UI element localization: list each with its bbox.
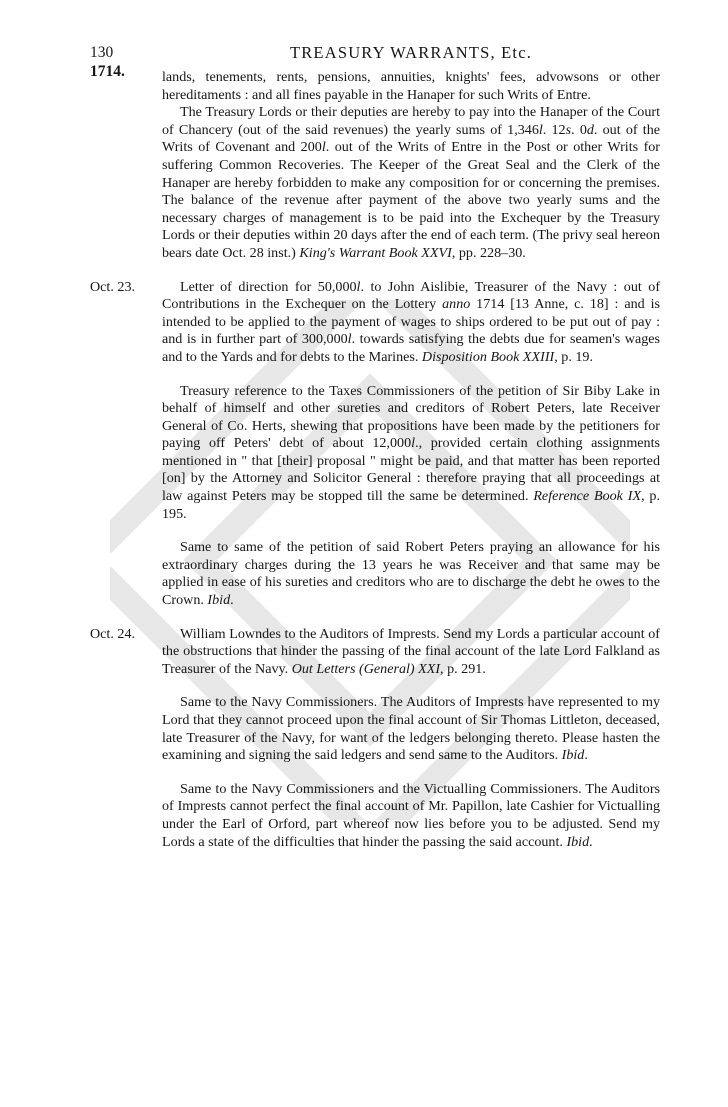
running-head: TREASURY WARRANTS, Etc. <box>289 43 533 62</box>
paragraph <box>162 539 660 609</box>
text-run: . out of the Writs of Entre in the Post or other Writs for suffering Common Recoveries. The Keeper of the Great Seal and the Clerk of the Hanaper are hereby forbidden to make any composition for or concerning the premises. The balance of the revenue after payment of the above two yearly sums and the necessary charges of management is to be paid into the Exchequer by the Treasury Lords or their deputies within 20 days after the end of each term. (The privy seal hereon bears date Oct. 28 inst.) <box>162 139 661 261</box>
italic-run: l <box>538 121 543 138</box>
paragraph <box>162 69 660 104</box>
text-run: Treasury reference to the Taxes Commissioners of the petition of Sir Biby Lake in behalf of himself and other sureties and creditors of Robert Peters, late Receiver General of Co. Herts, shewing that propositions have been made by the petitioners for paying off Peters' debt of about 12,000 <box>162 382 660 452</box>
text-run: The Treasury Lords or their deputies are hereby to pay into the Hanaper of the Court of Chancery (out of the said revenues) the yearly sums of 1,346 <box>162 104 660 138</box>
entry <box>162 104 660 262</box>
paragraph <box>162 626 660 679</box>
entry <box>162 781 660 851</box>
text-run: lands, tenements, rents, pensions, annuities, knights' fees, advowsons or other hereditaments : and all fines payable in the Hanaper for such Writs of Entre. <box>162 69 660 103</box>
text-run: Letter of direction for 50,000 <box>180 278 357 295</box>
text-run: 1714 [13 Anne, c. 18] : and is intended to be applied to the payment of wages to ships ordered to be put out of pay : and is in further part of 300,000 <box>162 296 660 348</box>
paragraph <box>162 781 660 851</box>
paragraph <box>162 383 660 524</box>
italic-run: l <box>411 435 416 452</box>
italic-run: anno <box>442 296 471 313</box>
italic-run: s <box>565 121 572 138</box>
entry <box>90 278 661 367</box>
text-run: ., provided certain clothing assignments mentioned in " that [their] proposal " might be paid, and that matter has been reported [on] by the Attorney and Solicitor General : therefore praying that all proceedings at law against Peters may be stopped till the same be determined. <box>162 435 660 505</box>
text-run: . towards satisfying the debts due for seamen's wages and to the Yards and for debts to the Marines. <box>162 331 660 365</box>
entry <box>162 69 660 104</box>
text-run: . 12 <box>542 121 566 138</box>
entry-date: Oct. 24. <box>90 625 136 642</box>
text-run: Same to the Navy Commissioners. The Auditors of Imprests have represented to my Lord that they cannot proceed upon the final account of Sir Thomas Littleton, deceased, late Treasurer of the Navy, for want of the ledgers belonging thereto. Please hasten the examining and signing the said ledgers and send same to the Auditors. <box>162 694 660 764</box>
text-run: . to John Aislibie, Treasurer of the Navy : out of Contributions in the Exchequer on the Lottery <box>162 278 661 313</box>
year-heading: 1714. <box>90 63 125 80</box>
italic-run: l <box>321 139 326 156</box>
text-run: , pp. 228–30. <box>451 244 526 261</box>
text-run: , p. 195. <box>162 488 660 522</box>
text-run: , p. 291. <box>440 660 486 677</box>
text-run: , p. 19. <box>554 348 593 365</box>
text-run: . <box>589 833 593 850</box>
paragraph <box>162 279 660 367</box>
text-run: William Lowndes to the Auditors of Imprests. Send my Lords a particular account of the obstructions that hinder the passing of the final account of the late Lord Falkland as Treasurer of the Navy. <box>162 625 660 677</box>
italic-run: Ibid <box>566 833 590 850</box>
main-text <box>90 69 661 851</box>
entry <box>162 539 660 609</box>
text-run: . out of the Writs of Covenant and 200 <box>162 121 660 156</box>
italic-run: Ibid <box>561 747 585 764</box>
text-run: . <box>230 592 234 609</box>
text-run: . <box>584 747 588 764</box>
paragraph <box>162 104 660 262</box>
italic-run: King's Warrant Book XXVI <box>299 244 452 261</box>
italic-run: l <box>347 331 352 348</box>
entry-date: Oct. 23. <box>90 278 136 295</box>
page-number: 130 <box>90 44 114 61</box>
italic-run: Ibid <box>207 592 231 609</box>
italic-run: Disposition Book XXIII <box>421 348 555 365</box>
entry <box>162 694 660 764</box>
entry <box>162 383 660 524</box>
entry <box>90 625 660 679</box>
italic-run: d <box>586 121 594 138</box>
italic-run: Out Letters (General) XXI <box>291 660 441 677</box>
italic-run: l <box>356 278 361 295</box>
text-run: Same to same of the petition of said Robert Peters praying an allowance for his extraordinary charges during the 13 years he was Receiver and that same may be applied in ease of his sureties and creditors who are to discharge the debt he owes to the Crown. <box>162 539 660 609</box>
text-run: Same to the Navy Commissioners and the Victualling Commissioners. The Auditors of Imprests cannot perfect the final account of Mr. Papillon, late Cashier for Victualling under the Earl of Orford, part whereof now lies before you to be adjusted. Send my Lords a state of the difficulties that hinder the passing the said account. <box>162 780 660 850</box>
italic-run: Reference Book IX <box>533 488 642 505</box>
paragraph <box>162 694 660 764</box>
text-run: . 0 <box>571 121 587 138</box>
